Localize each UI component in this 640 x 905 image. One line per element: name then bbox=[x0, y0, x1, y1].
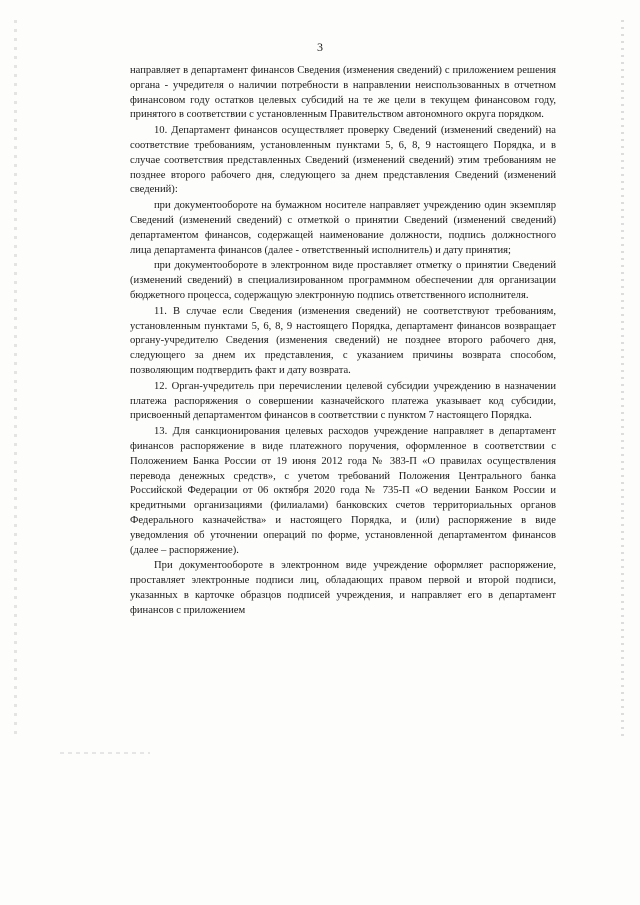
paragraph-item-13: 13. Для санкционирования целевых расходов учреждение направляет в департамент финансов распоряжение в виде платежного поручения, оформленное в соответствии с Положением Банка России от 19 июня 2012 года № 383-П «О правилах осуществления перевода денежных средств», с учетом требований Положения Центрального банка Российской Федерации от 06 октября 2020 года № 735-П «О ведении Банком России и кредитными организациями (филиалами) банковских счетов территориальных органов Федерального казначейства» и настоящего Порядка, и (или) распоряжение в виде уведомления об уточнении операций по форме, установленной департаментом финансов (далее – распоряжение). bbox=[130, 426, 556, 556]
page-number: 3 bbox=[317, 40, 323, 54]
paragraph-electronic-order: При документообороте в электронном виде учреждение оформляет распоряжение, проставляет электронные подписи лиц, обладающих правом первой и второй подписи, указанных в карточке образцов подписей учреждения, и направляет его в департамент финансов с приложением bbox=[130, 560, 556, 616]
document-body bbox=[130, 64, 556, 619]
paragraph-paper-flow: при документообороте на бумажном носителе направляет учреждению один экземпляр Сведений (изменений сведений) с отметкой о принятии Сведений (изменений сведений) департаментом финансов, содержащей наименование должности, подпись должностного лица департамента финансов (далее - ответственный исполнитель) и дату принятия; bbox=[130, 200, 556, 256]
paragraph-electronic-flow: при документообороте в электронном виде проставляет отметку о принятии Сведений (изменений сведений) в специализированном программном обеспечении для организации бюджетного процесса, содержащую электронную подпись ответственного исполнителя. bbox=[130, 260, 556, 301]
scan-edge-left bbox=[14, 20, 17, 740]
scan-edge-right bbox=[621, 20, 624, 740]
paragraph-item-12: 12. Орган-учредитель при перечислении целевой субсидии учреждению в назначении платежа распоряжения о совершении казначейского платежа указывает код субсидии, присвоенный департаментом финансов в соответствии с пунктом 7 настоящего Порядка. bbox=[130, 380, 556, 422]
paragraph-item-11: 11. В случае если Сведения (изменения сведений) не соответствуют требованиям, установленным пунктами 5, 6, 8, 9 настоящего Порядка, департамент финансов возвращает органу-учредителю Сведения (изменения сведений) не позднее второго рабочего дня, следующего за днем их представления, с указанием причины возврата способом, позволяющим подтвердить факт и дату возврата. bbox=[130, 305, 556, 376]
scan-edge-bottom bbox=[60, 752, 150, 754]
paragraph-continuation: направляет в департамент финансов Сведения (изменения сведений) с приложением решения органа - учредителя о наличии потребности в направлении неиспользованных в отчетном финансовом году остатков целевых субсидий на те же цели в текущем финансовом году, принятого в соответствии с установленным Правительством автономного округа порядком. bbox=[130, 65, 556, 121]
paragraph-item-10: 10. Департамент финансов осуществляет проверку Сведений (изменений сведений) на соответствие требованиям, установленным пунктами 5, 6, 8, 9 настоящего Порядка, и в случае соответствия представленных Сведений (изменений сведений) этим требованиям не позднее второго рабочего дня, следующего за днем представления Сведений (изменений сведений): bbox=[130, 125, 556, 196]
